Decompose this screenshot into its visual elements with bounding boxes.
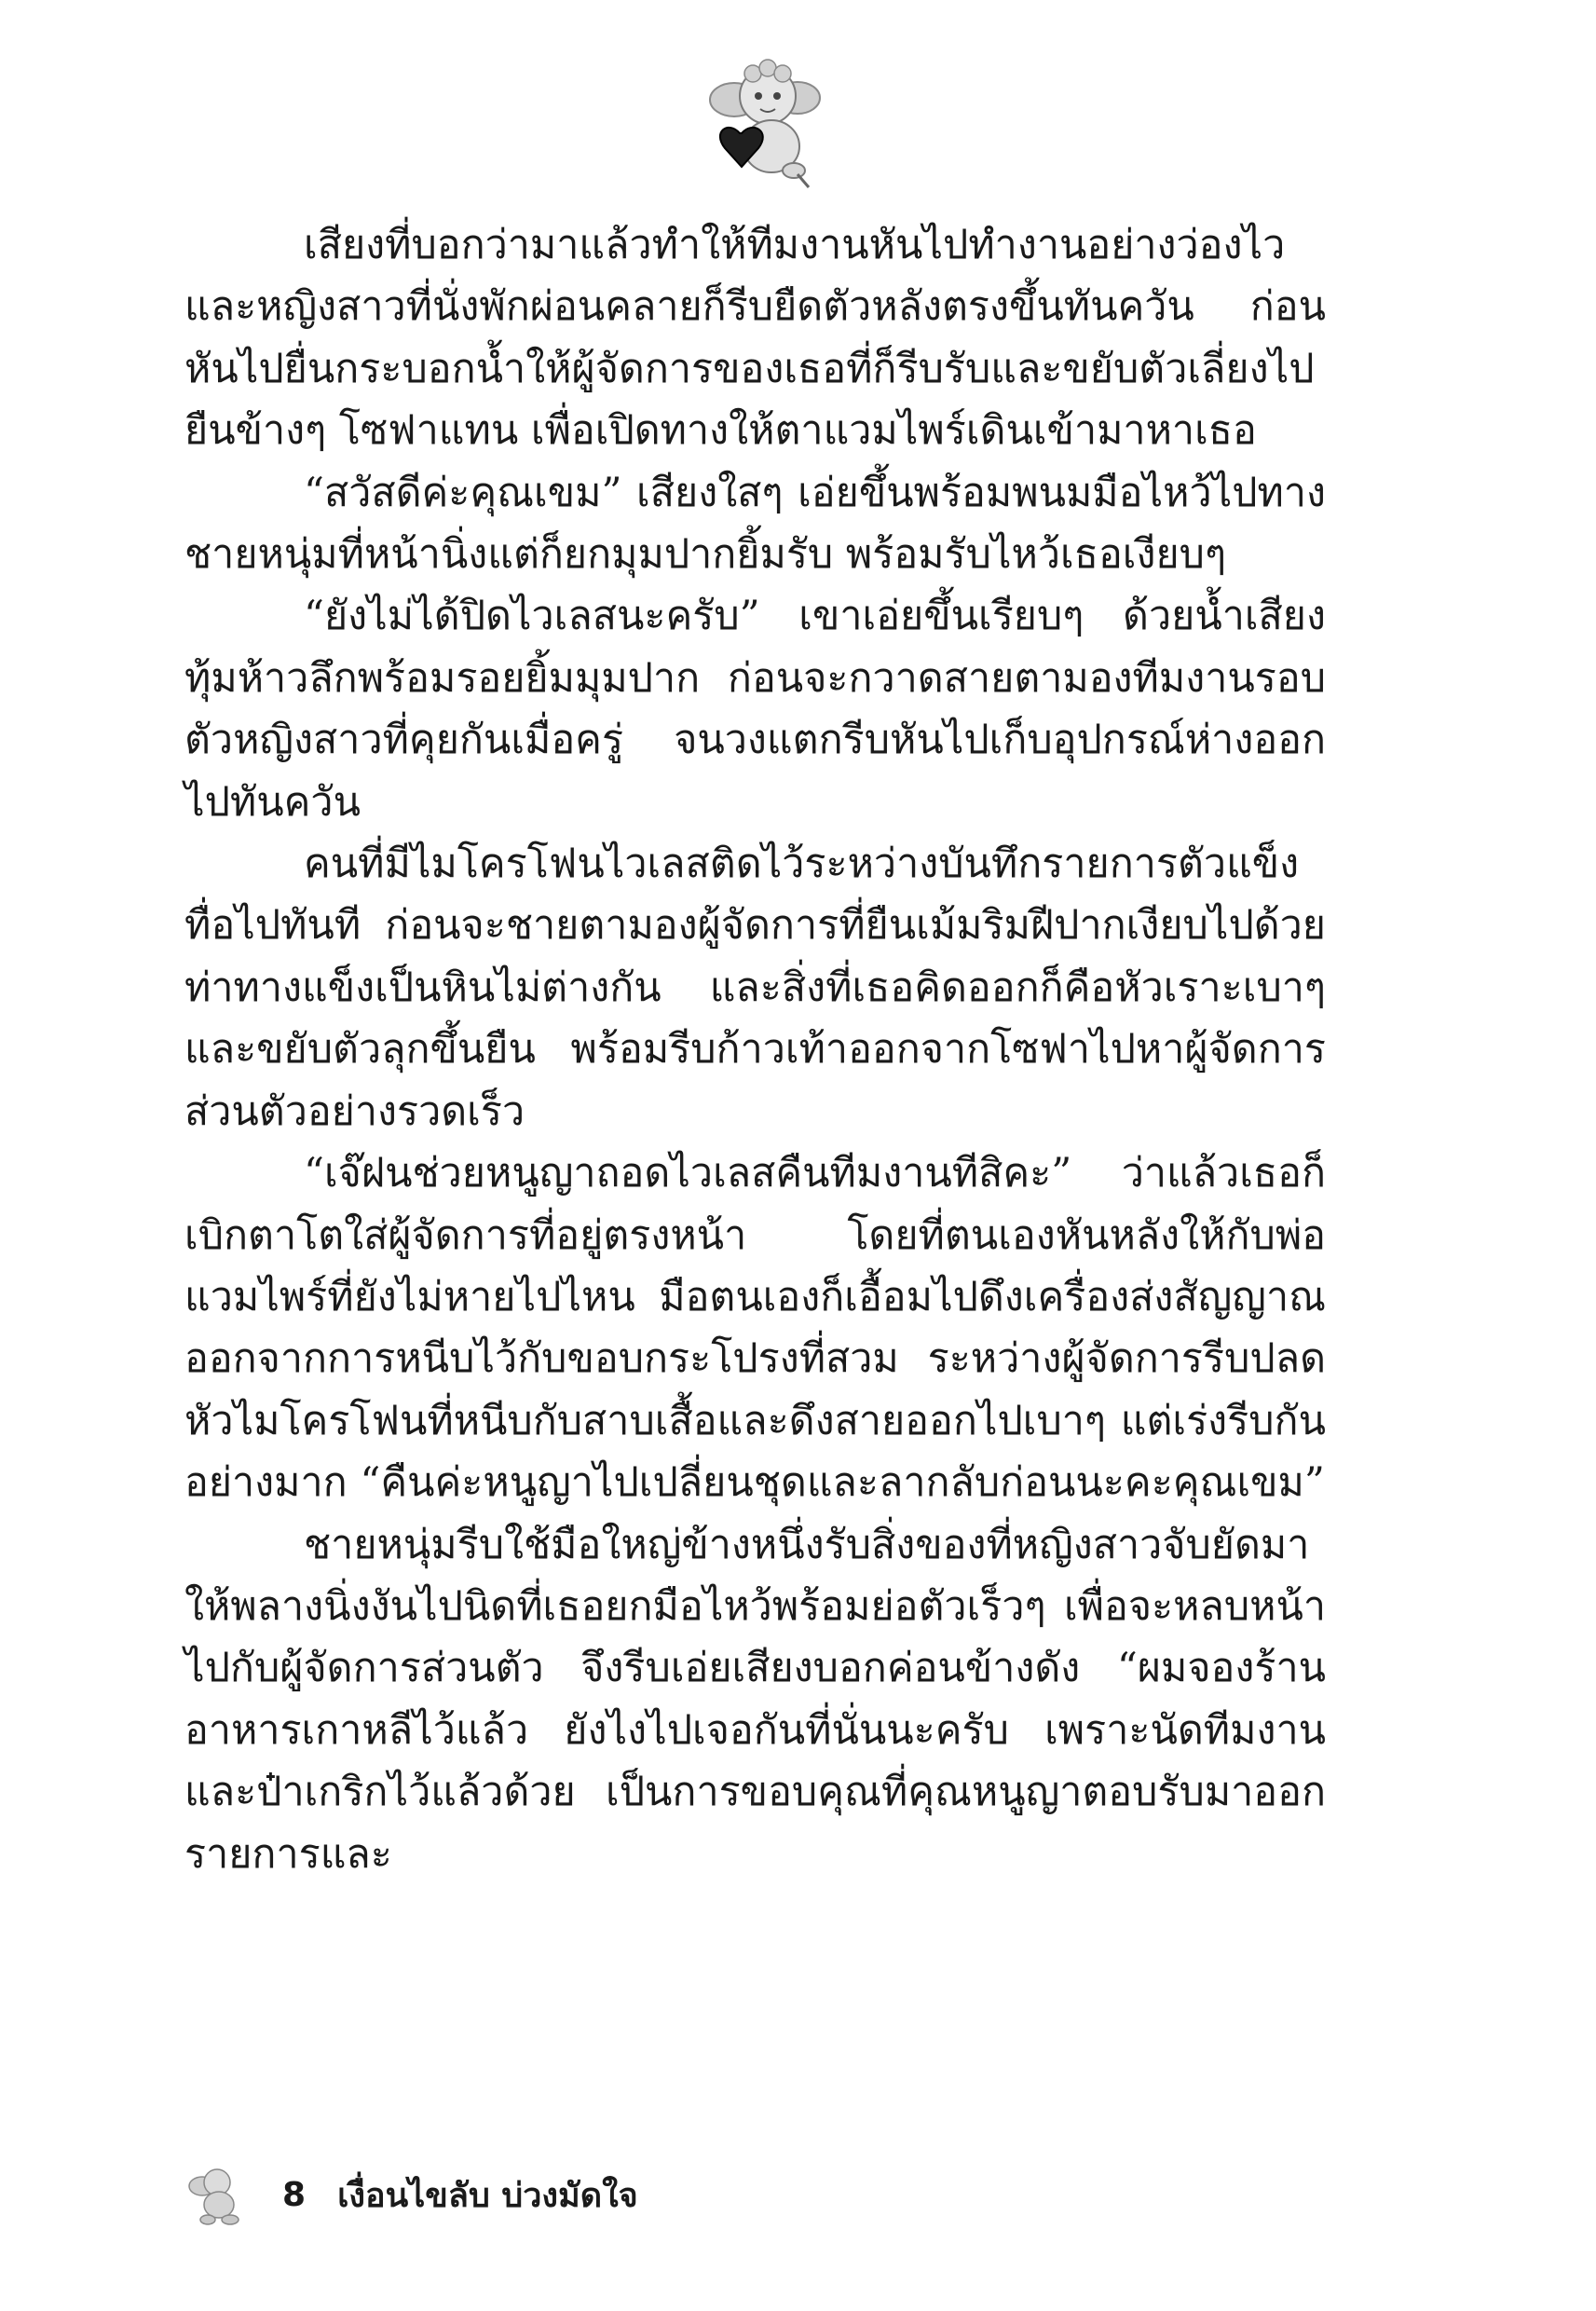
book-title: เงื่อนไขลับ บ่วงมัดใจ: [337, 2176, 638, 2215]
paragraph: “ยังไม่ได้ปิดไวเลสนะครับ” เขาเอ่ยขึ้นเรียบๆ ด้วยน้ำเสียงทุ้มห้าวลึกพร้อมรอยยิ้มมุมปาก ก่อนจะกวาดสายตามองทีมงานรอบตัวหญิงสาวที่คุยกันเมื่อครู่ จนวงแตกรีบหันไปเก็บอุปกรณ์ห่างออกไปทันควัน: [184, 593, 1326, 826]
paragraph: ชายหนุ่มรีบใช้มือใหญ่ข้างหนึ่งรับสิ่งของที่หญิงสาวจับยัดมาให้พลางนิ่งงันไปนิดที่เธอยกมือไหว้พร้อมย่อตัวเร็วๆ เพื่อจะหลบหน้าไปกับผู้จัดการส่วนตัว จึงรีบเอ่ยเสียงบอกค่อนข้างดัง “ผมจองร้านอาหารเกาหลีไว้แล้ว ยังไงไปเจอกันที่นั่นนะครับ เพราะนัดทีมงานและป๋าเกริกไว้แล้วด้วย เป็นการขอบคุณที่คุณหนูญาตอบรับมาออกรายการและ: [184, 1521, 1326, 1878]
cupid-small-icon: [182, 2162, 247, 2227]
paragraph: “สวัสดีค่ะคุณเขม” เสียงใสๆ เอ่ยขึ้นพร้อมพนมมือไหว้ไปทางชายหนุ่มที่หน้านิ่งแต่ก็ยกมุมปากยิ้มรับ พร้อมรับไหว้เธอเงียบๆ: [184, 469, 1326, 579]
paragraph: “เจ๊ฝนช่วยหนูญาถอดไวเลสคืนทีมงานทีสิคะ” ว่าแล้วเธอก็เบิกตาโตใส่ผู้จัดการที่อยู่ตรงหน้า โดยที่ตนเองหันหลังให้กับพ่อแวมไพร์ที่ยังไม่หายไปไหน มือตนเองก็เอื้อมไปดึงเครื่องส่งสัญญาณออกจากการหนีบไว้กับขอบกระโปรงที่สวม ระหว่างผู้จัดการรีบปลดหัวไมโครโฟนที่หนีบกับสาบเสื้อและดึงสายออกไปเบาๆ แต่เร่งรีบกันอย่างมาก “คืนค่ะหนูญาไปเปลี่ยนชุดและลากลับก่อนนะคะคุณเขม”: [184, 1150, 1326, 1507]
paragraph: เสียงที่บอกว่ามาแล้วทำให้ทีมงานหันไปทำงานอย่างว่องไว และหญิงสาวที่นั่งพักผ่อนคลายก็รีบยืดตัวหลังตรงขึ้นทันควัน ก่อนหันไปยื่นกระบอกน้ำให้ผู้จัดการของเธอที่ก็รีบรับและขยับตัวเลี่ยงไปยืนข้างๆ โซฟาแทน เพื่อเปิดทางให้ตาแวมไพร์เดินเข้ามาหาเธอ: [184, 222, 1326, 455]
story-text: [184, 214, 1326, 1885]
page-footer: [182, 2157, 638, 2232]
paragraph: คนที่มีไมโครโฟนไวเลสติดไว้ระหว่างบันทึกรายการตัวแข็งทื่อไปทันที ก่อนจะชายตามองผู้จัดการที่ยืนเม้มริมฝีปากเงียบไปด้วยท่าทางแข็งเป็นหินไม่ต่างกัน และสิ่งที่เธอคิดออกก็คือหัวเราะเบาๆ และขยับตัวลุกขึ้นยืน พร้อมรีบก้าวเท้าออกจากโซฟาไปหาผู้จัดการส่วนตัวอย่างรวดเร็ว: [184, 841, 1326, 1135]
cupid-heart-icon: [704, 51, 825, 191]
page-number: 8: [282, 2175, 307, 2214]
